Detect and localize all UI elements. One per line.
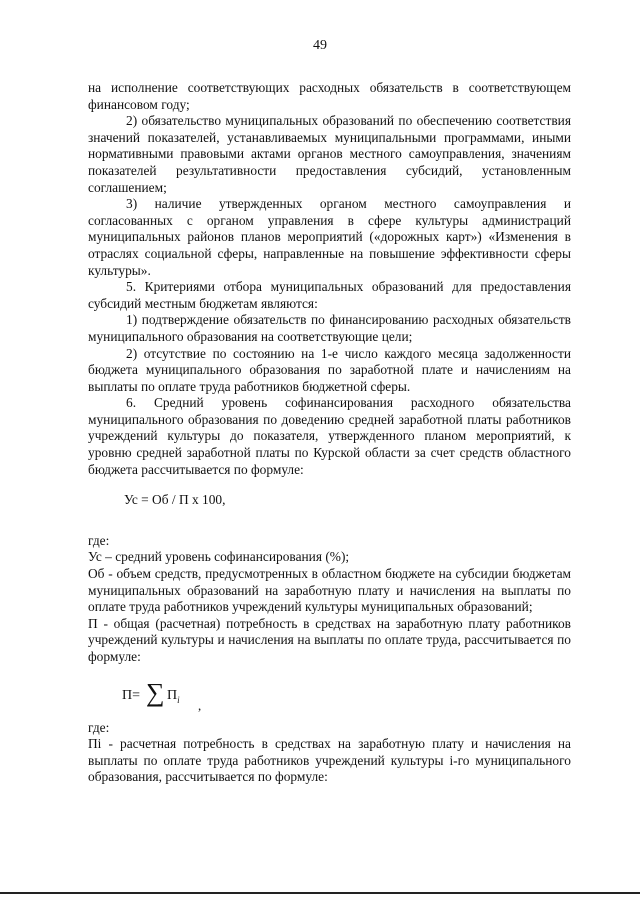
bottom-rule bbox=[0, 892, 640, 894]
sum-symbol: ∑ bbox=[146, 677, 165, 707]
formula-lhs: П= bbox=[122, 687, 141, 703]
paragraph: 2) обязательство муниципальных образований по обеспечению соответствия значений показателей, устанавливаемых муниципальными программами, иными нормативными правовыми актами органов местного самоуправления, значениям показателей результативности предоставления субсидий, установленным соглашением; bbox=[88, 113, 571, 195]
where-label: где: bbox=[88, 719, 110, 735]
definition: П - общая (расчетная) потребность в средствах на заработную плату работников учреждений культуры и начисления на выплаты по оплате труда, рассчитывается по формуле: bbox=[88, 615, 571, 664]
document-body bbox=[88, 80, 571, 786]
paragraph: на исполнение соответствующих расходных обязательств в соответствующем финансовом году; bbox=[88, 80, 571, 112]
where-label: где: bbox=[88, 532, 110, 548]
formula-total-need bbox=[122, 678, 571, 714]
definition: Об - объем средств, предусмотренных в областном бюджете на субсидии бюджетам муниципальных образований на заработную плату и начисления на выплаты по оплате труда работников учреждений культуры муниципальных образований; bbox=[88, 566, 571, 615]
formula-comma: , bbox=[198, 697, 202, 713]
paragraph: 1) подтверждение обязательств по финансированию расходных обязательств муниципального образования на соответствующие цели; bbox=[88, 312, 571, 344]
definition: Пi - расчетная потребность в средствах на заработную плату и начисления на выплаты по оплате труда работников учреждений культуры i-го муниципального образования, рассчитывается по формуле: bbox=[88, 736, 571, 785]
formula-average-cofinancing: Ус = Об / П х 100, bbox=[124, 492, 226, 508]
formula-rhs-subscript: i bbox=[177, 694, 180, 705]
definition: Ус – средний уровень софинансирования (%); bbox=[88, 549, 350, 565]
formula-rhs bbox=[167, 688, 180, 708]
paragraph: 6. Средний уровень софинансирования расходного обязательства муниципального образования по доведению средней заработной платы работников учреждений культуры до показателя, утвержденного планом мероприятий, к уровню средней заработной платы по Курской области за счет средств областного бюджета рассчитывается по формуле: bbox=[88, 395, 571, 477]
paragraph: 3) наличие утвержденных органом местного самоуправления и согласованных с органом управления в сфере культуры администраций муниципальных районов планов мероприятий («дорожных карт») «Изменения в отраслях социальной сферы, направленные на повышение эффективности сферы культуры». bbox=[88, 196, 571, 278]
paragraph: 5. Критериями отбора муниципальных образований для предоставления субсидий местным бюджетам являются: bbox=[88, 279, 571, 311]
paragraph: 2) отсутствие по состоянию на 1-е число каждого месяца задолженности бюджета муниципального образования по заработной плате и начислениям на выплаты по оплате труда работников бюджетной сферы. bbox=[88, 345, 571, 394]
page-number: 49 bbox=[313, 38, 327, 53]
formula-rhs-base: П bbox=[167, 687, 178, 703]
